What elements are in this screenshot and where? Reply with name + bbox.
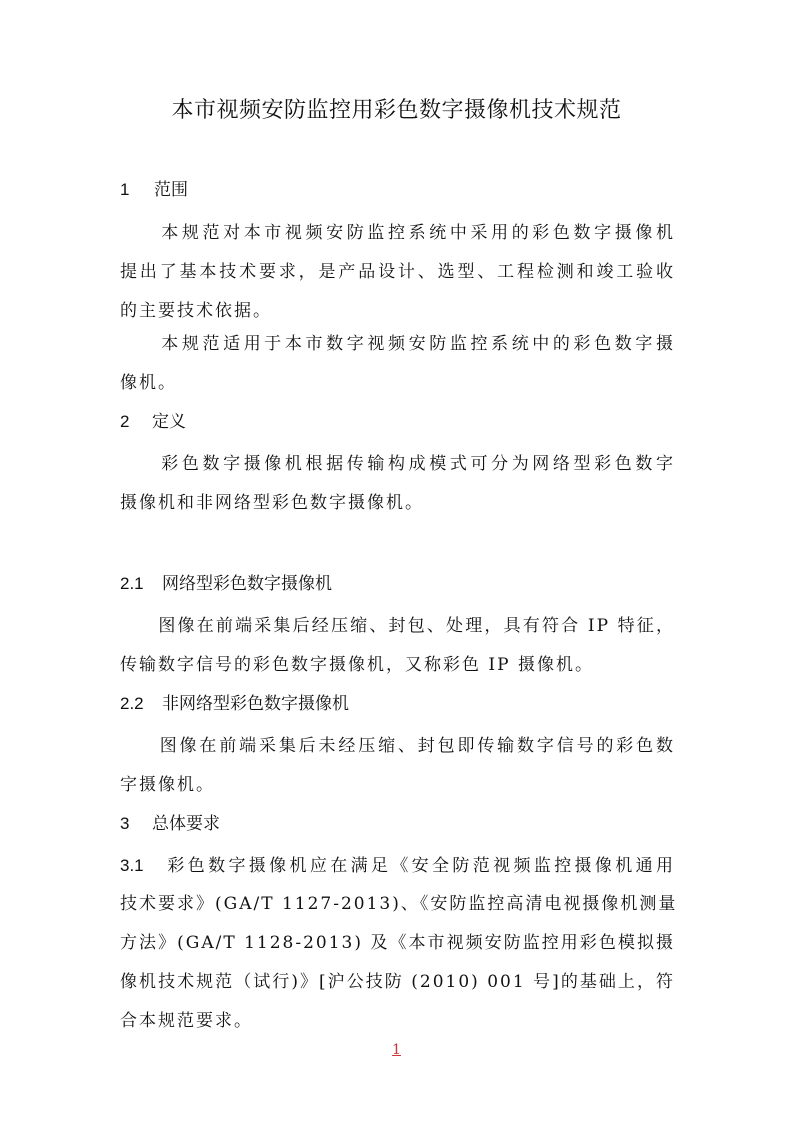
paragraph-definition [120,445,675,523]
section-title: 总体要求 [152,814,220,834]
paragraph-line: 本规范对本市视频安防监控系统中采用的彩色数字摄像机 [120,223,675,243]
paragraph-line: 合本规范要求。 [120,1011,253,1031]
paragraph-line: 技术要求》(GA/T 1127-2013)、《安防监控高清电视摄像机测量 [120,894,678,914]
paragraph-line: 本规范适用于本市数字视频安防监控系统中的彩色数字摄 [120,334,675,354]
clause-text: 彩色数字摄像机应在满足《安全防范视频监控摄像机通用 [166,856,675,876]
paragraph-scope-2 [120,325,675,403]
paragraph-line: 字摄像机。 [120,775,215,795]
section-heading-2-1 [120,572,332,596]
paragraph-line: 的主要技术依据。 [120,301,272,321]
paragraph-line: 图像在前端采集后经压缩、封包、处理，具有符合 IP 特征， [120,616,675,636]
paragraph-line: 像机。 [120,373,177,393]
section-number: 1 [120,180,130,199]
paragraph-line: 提出了基本技术要求，是产品设计、选型、工程检测和竣工验收 [120,262,675,282]
section-number: 2.2 [120,694,144,713]
section-number: 2.1 [120,574,144,593]
section-title: 定义 [152,412,186,432]
section-title: 网络型彩色数字摄像机 [162,574,332,594]
section-title: 范围 [154,180,188,200]
paragraph-general-requirements-3-1 [120,846,678,1041]
paragraph-line [120,846,675,885]
section-number: 2 [120,412,130,431]
clause-number: 3.1 [120,856,144,875]
paragraph-network-camera [120,607,675,685]
section-heading-1 [120,178,188,202]
paragraph-line: 彩色数字摄像机根据传输构成模式可分为网络型彩色数字 [120,454,675,474]
section-heading-2 [120,410,186,434]
paragraph-scope-1 [120,214,675,331]
paragraph-line: 像机技术规范（试行)》[沪公技防 (2010) 001 号]的基础上，符 [120,972,675,992]
paragraph-non-network-camera [120,727,675,805]
page-number: 1 [392,1042,401,1058]
paragraph-line: 图像在前端采集后未经压缩、封包即传输数字信号的彩色数 [120,736,675,756]
section-heading-2-2 [120,692,349,716]
section-title: 非网络型彩色数字摄像机 [162,694,349,714]
section-number: 3 [120,814,130,833]
paragraph-line: 摄像机和非网络型彩色数字摄像机。 [120,493,424,513]
paragraph-line: 传输数字信号的彩色数字摄像机，又称彩色 IP 摄像机。 [120,655,594,675]
paragraph-line: 方法》(GA/T 1128-2013) 及《本市视频安防监控用彩色模拟摄 [120,933,675,953]
page-title: 本市视频安防监控用彩色数字摄像机技术规范 [171,98,622,123]
section-heading-3 [120,812,220,836]
